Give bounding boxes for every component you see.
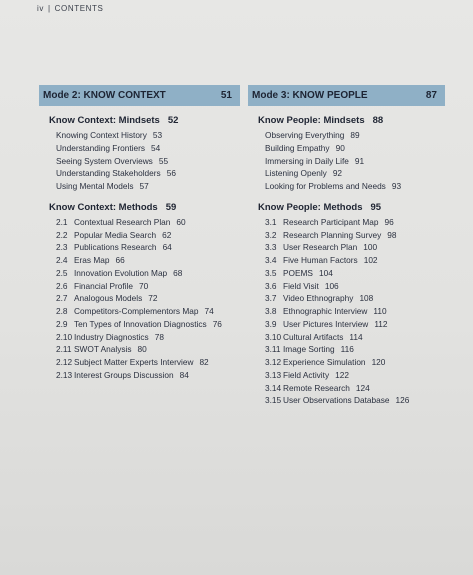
- entry-label: Research Planning Survey: [283, 229, 382, 240]
- entry-page: 54: [151, 142, 161, 153]
- entry-page: 72: [148, 293, 158, 304]
- toc-entry[interactable]: [265, 343, 445, 356]
- entry-page: 102: [363, 255, 378, 265]
- toc-entry[interactable]: [56, 356, 240, 369]
- entry-page: 104: [318, 267, 333, 278]
- entry-label: Popular Media Search: [74, 229, 157, 240]
- mode-page: 51: [220, 90, 232, 101]
- entry-number: 2.10: [56, 331, 73, 342]
- entry-page: 53: [152, 130, 163, 140]
- toc-entry[interactable]: [56, 129, 240, 142]
- entry-label: Knowing Context History: [56, 130, 147, 140]
- toc-entry[interactable]: [265, 229, 445, 242]
- entry-page: 74: [204, 306, 214, 316]
- toc-entry[interactable]: [56, 167, 240, 180]
- entry-label: Eras Map: [74, 255, 110, 265]
- entry-page: 56: [166, 168, 176, 179]
- entry-label: Building Empathy: [265, 142, 330, 153]
- entry-number: 3.13: [265, 369, 282, 380]
- entry-number: 2.1: [56, 216, 68, 227]
- entry-page: 84: [179, 369, 189, 380]
- section-heading-know-people-mindsets[interactable]: [258, 115, 445, 126]
- entry-label: Analogous Models: [74, 293, 143, 304]
- entry-label: Contextual Research Plan: [74, 216, 171, 227]
- toc-entry[interactable]: [265, 142, 445, 155]
- entry-label: Interest Groups Discussion: [74, 369, 174, 380]
- entry-page: 68: [173, 267, 183, 278]
- entry-page: 64: [162, 242, 172, 253]
- entry-number: 2.9: [56, 318, 68, 329]
- mode-title: Mode 3: KNOW PEOPLE: [252, 90, 368, 101]
- entry-label: User Research Plan: [283, 242, 358, 253]
- method-list: [248, 216, 445, 407]
- entry-page: 96: [384, 216, 394, 227]
- toc-entry[interactable]: [265, 356, 445, 369]
- entry-number: 3.6: [265, 280, 277, 291]
- entry-number: 2.5: [56, 267, 68, 278]
- mode-3-column: [248, 85, 445, 407]
- entry-label: Five Human Factors: [283, 255, 358, 265]
- entry-label: User Observations Database: [283, 395, 390, 406]
- section-heading-know-context-mindsets[interactable]: [49, 115, 240, 126]
- entry-label: Publications Research: [74, 242, 157, 253]
- entry-page: 110: [373, 306, 387, 316]
- toc-entry[interactable]: [56, 254, 240, 267]
- toc-entry[interactable]: [56, 216, 240, 229]
- entry-label: Looking for Problems and Needs: [265, 181, 386, 191]
- toc-entry[interactable]: [56, 180, 240, 193]
- toc-entry[interactable]: [265, 292, 445, 305]
- toc-entry[interactable]: [265, 280, 445, 293]
- entry-number: 3.14: [265, 382, 282, 393]
- toc-entry[interactable]: [265, 155, 445, 168]
- toc-entry[interactable]: [265, 180, 445, 193]
- entry-page: 82: [199, 357, 209, 367]
- entry-number: 2.6: [56, 280, 68, 291]
- entry-number: 3.3: [265, 242, 277, 253]
- entry-label: Experience Simulation: [283, 357, 366, 367]
- section-page: 59: [165, 201, 177, 213]
- section-page: 88: [372, 115, 384, 126]
- toc-entry[interactable]: [56, 155, 240, 168]
- entry-number: 3.12: [265, 357, 282, 367]
- running-head-separator: |: [47, 4, 51, 13]
- entry-label: User Pictures Interview: [283, 318, 369, 329]
- entry-page: 90: [335, 142, 345, 153]
- entry-page: 80: [137, 344, 147, 355]
- toc-entry[interactable]: [56, 229, 240, 242]
- entry-page: 98: [387, 229, 397, 240]
- toc-entry[interactable]: [265, 254, 445, 267]
- entry-number: 3.10: [265, 331, 282, 342]
- section-title: Know Context: Methods: [49, 201, 158, 213]
- entry-label: Image Sorting: [283, 344, 335, 355]
- toc-entry[interactable]: [265, 305, 445, 318]
- toc-entry[interactable]: [265, 167, 445, 180]
- entry-label: Remote Research: [283, 382, 350, 393]
- entry-label: Subject Matter Experts Interview: [74, 357, 194, 367]
- entry-label: Observing Everything: [265, 130, 345, 140]
- entry-label: POEMS: [283, 267, 313, 278]
- toc-entry[interactable]: [56, 318, 240, 331]
- toc-entry[interactable]: [56, 241, 240, 254]
- entry-page: 108: [359, 293, 374, 304]
- entry-page: 120: [371, 357, 386, 367]
- section-heading-know-context-methods[interactable]: [49, 202, 240, 213]
- mindset-list: [248, 129, 445, 193]
- entry-label: Using Mental Models: [56, 181, 134, 191]
- entry-number: 3.5: [265, 267, 277, 278]
- entry-label: Understanding Stakeholders: [56, 168, 161, 179]
- entry-page: 92: [332, 168, 343, 179]
- entry-page: 91: [354, 155, 365, 166]
- entry-number: 2.4: [56, 255, 68, 265]
- entry-number: 3.1: [265, 216, 277, 227]
- entry-page: 93: [391, 181, 402, 191]
- entry-page: 66: [115, 255, 125, 265]
- entry-page: 57: [139, 181, 149, 191]
- entry-label: Ten Types of Innovation Diagnostics: [74, 318, 207, 329]
- entry-label: Understanding Frontiers: [56, 142, 146, 153]
- entry-page: 78: [154, 331, 164, 342]
- entry-page: 124: [355, 382, 370, 393]
- toc-entry[interactable]: [56, 280, 240, 293]
- entry-number: 3.9: [265, 318, 277, 329]
- mode-title: Mode 2: KNOW CONTEXT: [43, 90, 166, 101]
- entry-label: SWOT Analysis: [74, 344, 132, 355]
- mode-2-header[interactable]: [39, 85, 240, 106]
- toc-entry[interactable]: [56, 292, 240, 305]
- entry-label: Listening Openly: [265, 168, 327, 179]
- toc-entry[interactable]: [265, 318, 445, 331]
- entry-number: 3.4: [265, 255, 277, 265]
- section-heading-know-people-methods[interactable]: [258, 202, 445, 213]
- section-title: Know Context: Mindsets: [49, 115, 160, 126]
- entry-page: 55: [158, 155, 169, 166]
- entry-page: 122: [335, 369, 349, 380]
- toc-entry[interactable]: [56, 369, 240, 382]
- entry-label: Financial Profile: [74, 280, 134, 291]
- page-number: iv: [37, 4, 44, 13]
- entry-number: 3.15: [265, 395, 282, 406]
- entry-page: 126: [395, 395, 410, 406]
- entry-number: 3.11: [265, 344, 281, 355]
- entry-page: 76: [212, 318, 222, 329]
- entry-label: Field Activity: [283, 369, 330, 380]
- toc-entry[interactable]: [265, 267, 445, 280]
- entry-number: 2.12: [56, 357, 73, 367]
- entry-page: 106: [324, 280, 339, 291]
- toc-entry[interactable]: [56, 331, 240, 344]
- entry-number: 2.7: [56, 293, 68, 304]
- entry-number: 3.8: [265, 306, 277, 316]
- mode-3-header[interactable]: [248, 85, 445, 106]
- entry-label: Research Participant Map: [283, 216, 379, 227]
- entry-page: 100: [363, 242, 378, 253]
- entry-page: 60: [176, 216, 186, 227]
- entry-number: 2.11: [56, 344, 72, 355]
- entry-number: 3.7: [265, 293, 277, 304]
- toc-entry[interactable]: [265, 216, 445, 229]
- toc-entry[interactable]: [265, 369, 445, 382]
- toc-entry[interactable]: [56, 305, 240, 318]
- running-head: [37, 4, 103, 13]
- entry-page: 70: [139, 280, 149, 291]
- entry-label: Industry Diagnostics: [74, 331, 149, 342]
- toc-entry[interactable]: [265, 394, 445, 407]
- running-head-section: CONTENTS: [54, 4, 104, 13]
- toc-entry[interactable]: [265, 382, 445, 395]
- toc-entry[interactable]: [265, 129, 445, 142]
- entry-number: 2.13: [56, 369, 73, 380]
- mode-2-column: [39, 85, 240, 382]
- entry-page: 62: [162, 229, 172, 240]
- entry-page: 116: [340, 344, 354, 355]
- section-title: Know People: Methods: [258, 201, 363, 213]
- toc-entry[interactable]: [56, 343, 240, 356]
- entry-label: Field Visit: [283, 280, 319, 291]
- entry-label: Cultural Artifacts: [283, 331, 344, 342]
- toc-entry[interactable]: [56, 267, 240, 280]
- toc-entry[interactable]: [265, 241, 445, 254]
- entry-number: 2.8: [56, 306, 68, 316]
- entry-number: 2.2: [56, 229, 68, 240]
- toc-entry[interactable]: [56, 142, 240, 155]
- entry-page: 114: [349, 331, 363, 342]
- entry-label: Immersing in Daily Life: [265, 155, 349, 166]
- entry-page: 89: [350, 130, 360, 140]
- entry-label: Competitors-Complementors Map: [74, 306, 199, 316]
- entry-label: Innovation Evolution Map: [74, 267, 168, 278]
- section-title: Know People: Mindsets: [258, 115, 365, 126]
- mindset-list: [39, 129, 240, 193]
- entry-label: Video Ethnography: [283, 293, 354, 304]
- entry-label: Ethnographic Interview: [283, 306, 368, 316]
- entry-page: 112: [374, 318, 388, 329]
- section-page: 95: [370, 201, 382, 213]
- toc-entry[interactable]: [265, 331, 445, 344]
- method-list: [39, 216, 240, 382]
- entry-label: Seeing System Overviews: [56, 155, 153, 166]
- section-page: 52: [167, 115, 179, 126]
- entry-number: 2.3: [56, 242, 68, 253]
- entry-number: 3.2: [265, 229, 277, 240]
- mode-page: 87: [425, 90, 437, 101]
